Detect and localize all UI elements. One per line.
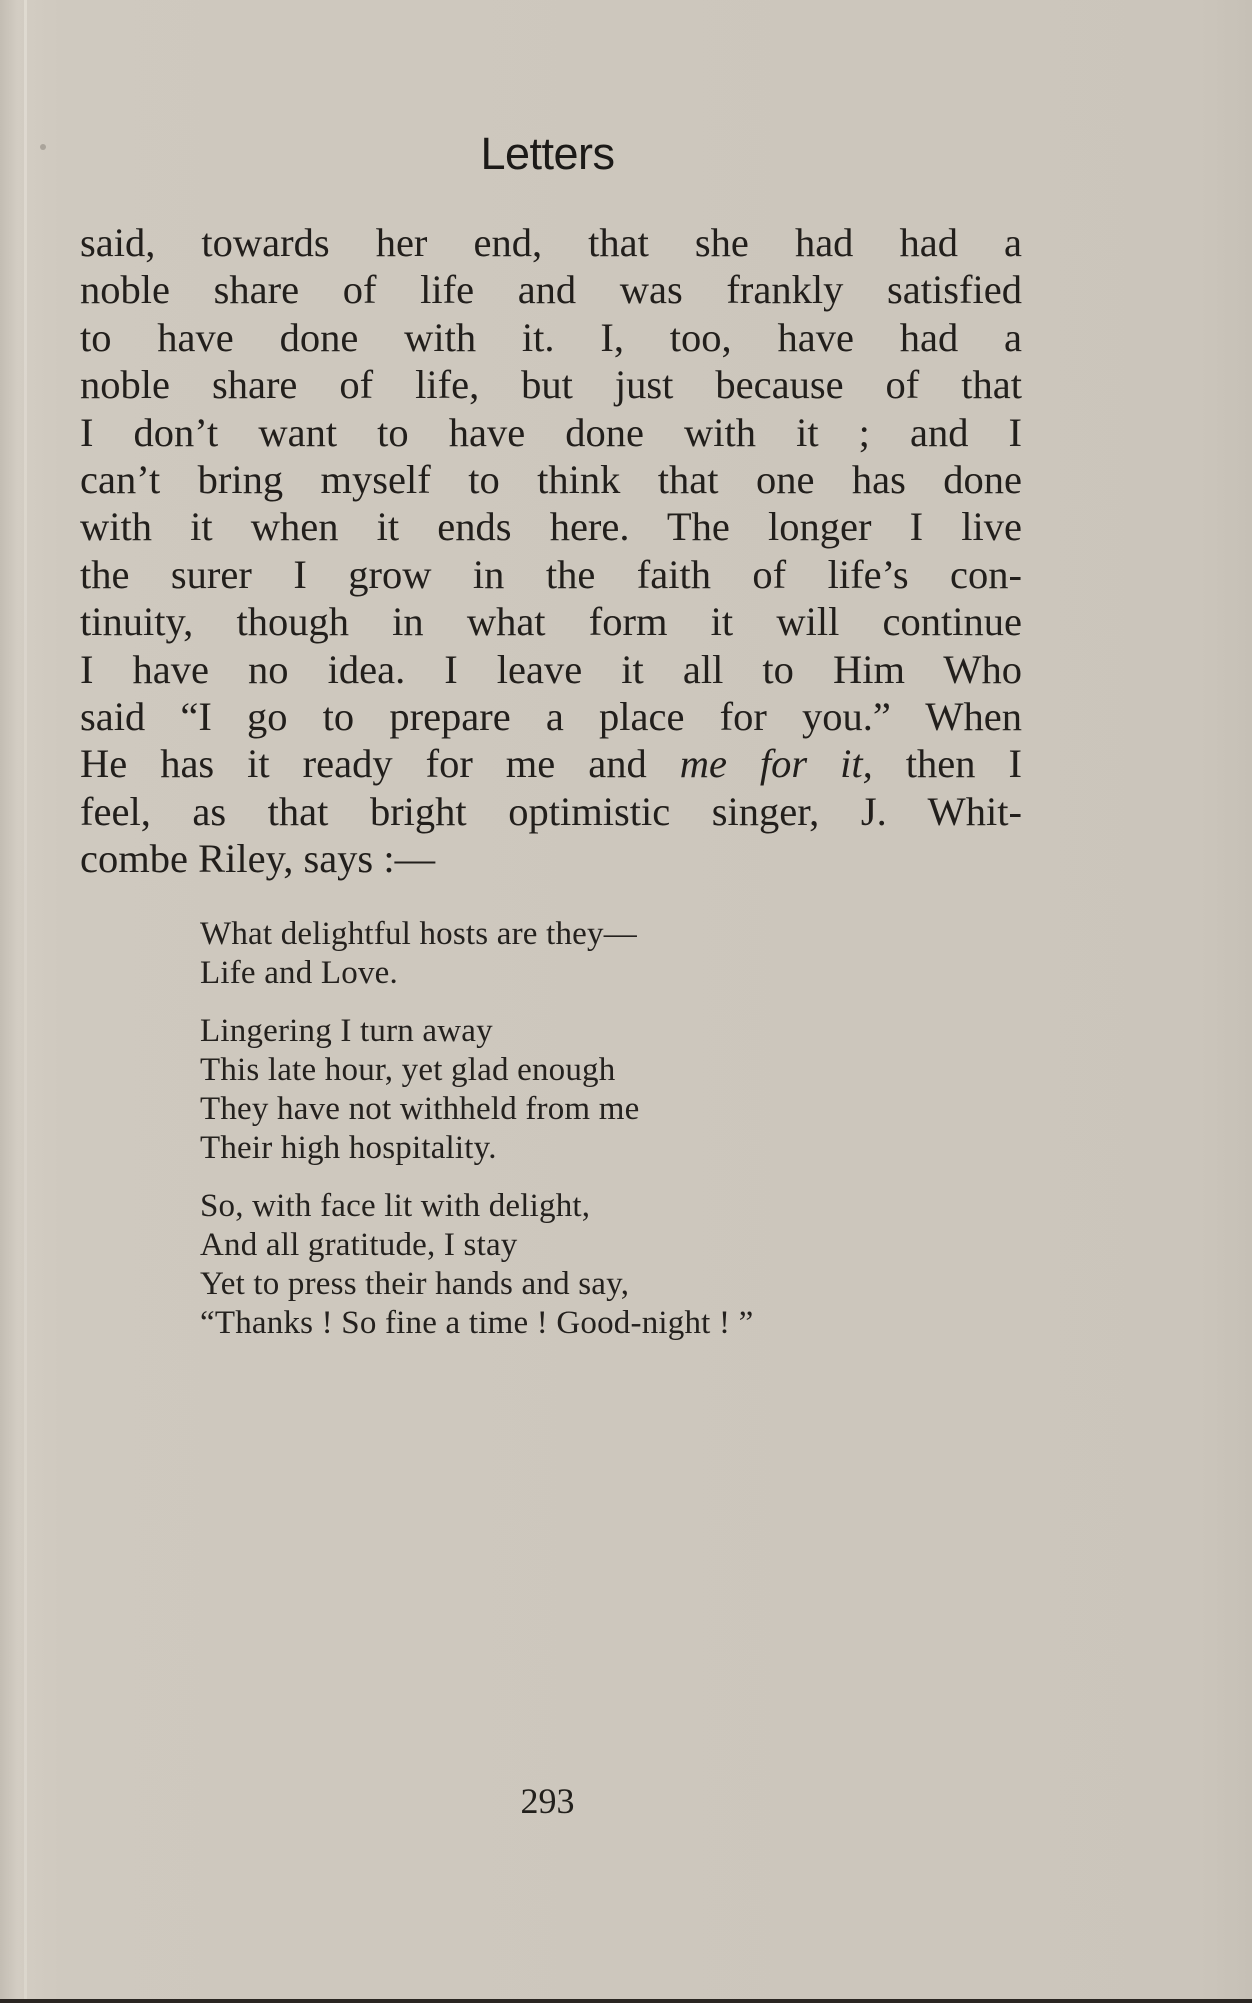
page-gutter — [24, 0, 27, 2003]
poem-quotation — [200, 915, 1000, 1362]
text-line: said, towards her end, that she had had a — [80, 220, 1022, 265]
text-line: to have done with it. I, too, have had a — [80, 314, 1022, 360]
poem-line: And all gratitude, I stay — [200, 1227, 518, 1263]
text-line: feel, as that bright optimistic singer, J. Whit- — [80, 788, 1022, 834]
poem-line: They have not withheld from me — [200, 1091, 640, 1127]
text-line: I don’t want to have done with it ; and I — [80, 409, 1022, 455]
text-line: noble share of life, but just because of that — [80, 362, 1022, 408]
text-line: noble share of life and was frankly satisfied — [80, 267, 1022, 313]
poem-line: Lingering I turn away — [200, 1013, 493, 1049]
text-line: can’t bring myself to think that one has done — [80, 456, 1022, 502]
poem-line: What delightful hosts are they— — [200, 916, 637, 952]
text-line: tinuity, though in what form it will continue — [80, 599, 1022, 645]
poem-line: “Thanks ! So fine a time ! Good-night ! ” — [200, 1305, 754, 1341]
poem-stanza — [200, 1187, 1000, 1343]
text-line: said “I go to prepare a place for you.” When — [80, 693, 1022, 739]
poem-line: Their high hospitality. — [200, 1130, 497, 1166]
poem-line: This late hour, yet glad enough — [200, 1052, 616, 1088]
poem-stanza — [200, 1012, 1000, 1168]
text-line: combe Riley, says :— — [80, 836, 436, 882]
text-segment: He has it ready for me and — [80, 741, 680, 787]
poem-line: Life and Love. — [200, 955, 398, 991]
text-line: with it when it ends here. The longer I live — [80, 504, 1022, 550]
italic-text: me for it, — [679, 741, 873, 787]
poem-line: Yet to press their hands and say, — [200, 1266, 630, 1302]
running-head: Letters — [480, 128, 615, 179]
text-segment: then I — [872, 741, 1022, 787]
text-line: I have no idea. I leave it all to Him Who — [80, 646, 1022, 692]
page-bottom-edge — [0, 1999, 1252, 2003]
prose-paragraph — [80, 219, 1022, 882]
text-line — [80, 740, 1022, 787]
poem-line: So, with face lit with delight, — [200, 1188, 591, 1224]
page-number: 293 — [520, 1781, 575, 1821]
text-line: the surer I grow in the faith of life’s con- — [80, 551, 1022, 597]
poem-stanza — [200, 915, 1000, 993]
